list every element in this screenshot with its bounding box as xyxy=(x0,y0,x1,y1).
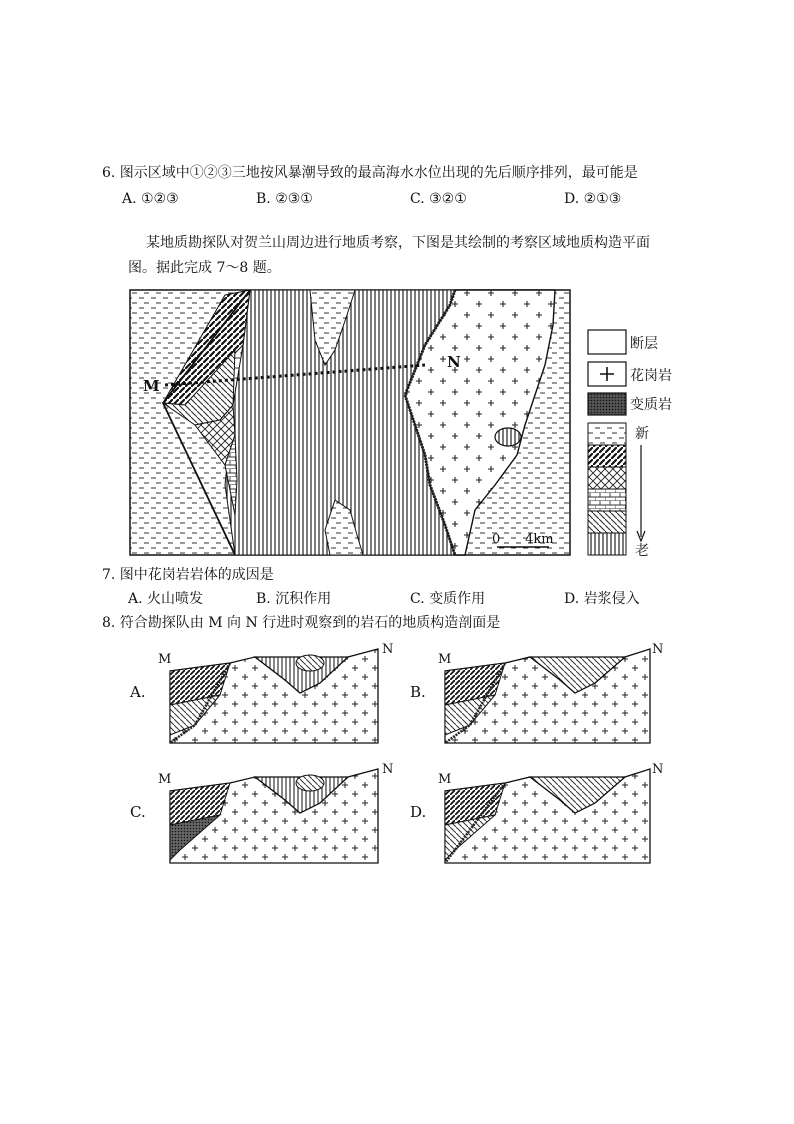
legend-new-label: 新 xyxy=(635,426,649,442)
q7-option-b: B. 沉积作用 xyxy=(256,591,332,607)
intro-line-2: 图。据此完成 7～8 题。 xyxy=(128,260,281,276)
section-c xyxy=(130,762,393,863)
q6-option-c: C. ③②① xyxy=(410,191,467,207)
section-a xyxy=(129,642,393,743)
question-6-stem: 6. 图示区域中①②③三地按风暴潮导致的最高海水水位出现的先后顺序排列，最可能是 xyxy=(102,165,638,181)
section-d xyxy=(410,762,663,863)
legend-strata-1 xyxy=(588,423,626,445)
svg-text:N: N xyxy=(652,762,664,777)
q7-option-a: A. 火山喷发 xyxy=(128,591,204,607)
q7-option-c: C. 变质作用 xyxy=(410,591,486,607)
legend-strata-4 xyxy=(588,489,626,511)
legend-metamorphic-label: 变质岩 xyxy=(630,397,672,413)
point-m-label: M xyxy=(143,377,160,395)
legend-fault-swatch xyxy=(588,330,626,354)
legend-strata-6 xyxy=(588,533,626,555)
q6-option-a: A. ①②③ xyxy=(122,191,179,207)
section-c-label: C. xyxy=(130,803,146,821)
cross-section-options xyxy=(120,635,680,875)
q6-option-d: D. ②①③ xyxy=(564,191,622,207)
section-d-label: D. xyxy=(410,803,427,821)
q7-option-d: D. 岩浆侵入 xyxy=(564,591,640,607)
legend-old-label: 老 xyxy=(635,543,649,559)
point-n-label: N xyxy=(447,353,461,371)
svg-text:N: N xyxy=(382,642,394,657)
legend-fault-label: 断层 xyxy=(630,336,658,352)
svg-text:M: M xyxy=(438,652,452,667)
question-8-stem: 8. 符合勘探队由 M 向 N 行进时观察到的岩石的地质构造剖面是 xyxy=(102,615,501,631)
section-a-label: A. xyxy=(130,683,146,701)
svg-text:M: M xyxy=(158,652,172,667)
q6-option-b: B. ②③① xyxy=(256,191,313,207)
legend-granite-label: 花岗岩 xyxy=(630,368,672,384)
intro-line-1: 某地质勘探队对贺兰山周边进行地质考察，下图是其绘制的考察区域地质构造平面 xyxy=(146,235,650,251)
section-b-label: B. xyxy=(410,683,426,701)
geologic-map xyxy=(125,285,672,560)
svg-text:N: N xyxy=(382,762,394,777)
legend-strata-3 xyxy=(588,467,626,489)
svg-text:N: N xyxy=(652,642,664,657)
legend-strata-5 xyxy=(588,511,626,533)
granite-island xyxy=(495,428,521,446)
question-7-stem: 7. 图中花岗岩岩体的成因是 xyxy=(102,567,274,583)
scale-label: 0 4km xyxy=(492,532,554,547)
legend-metamorphic-swatch xyxy=(588,393,626,415)
legend-strata-2 xyxy=(588,445,626,467)
svg-text:M: M xyxy=(438,772,452,787)
section-b xyxy=(410,642,663,743)
svg-text:M: M xyxy=(158,772,172,787)
